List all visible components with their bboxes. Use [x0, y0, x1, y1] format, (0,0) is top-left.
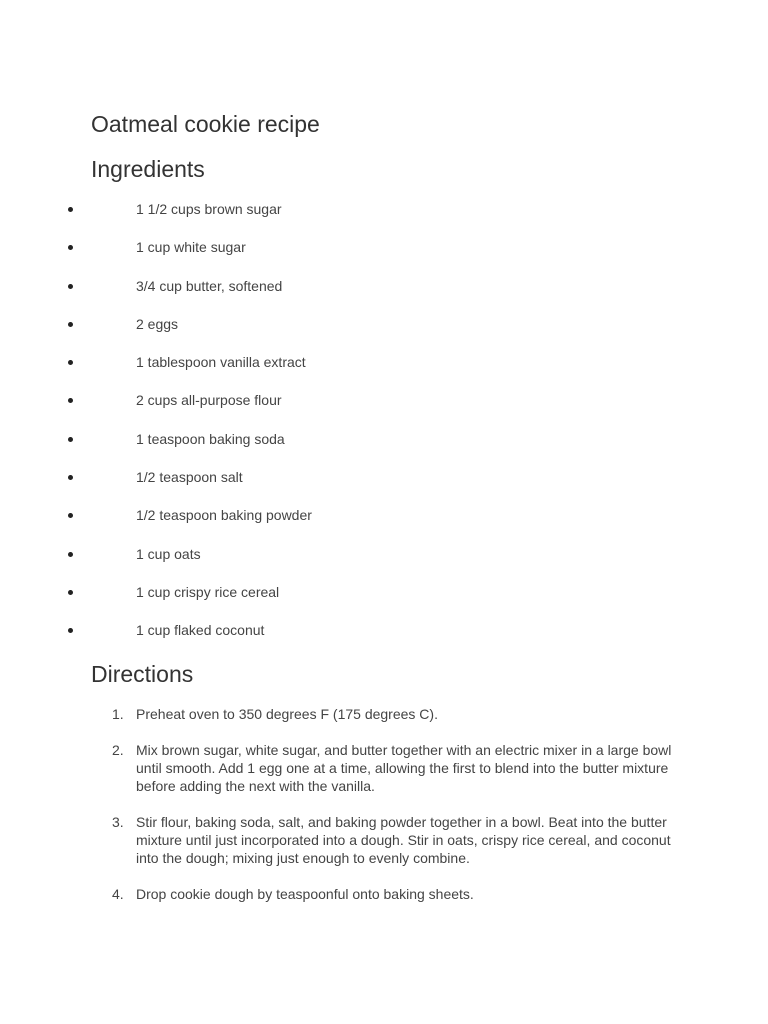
directions-list — [0, 705, 768, 921]
step-number: 1. — [112, 706, 124, 722]
bullet-icon — [68, 360, 73, 365]
ingredient-item — [0, 429, 700, 467]
bullet-icon — [68, 552, 73, 557]
bullet-icon — [68, 475, 73, 480]
ingredient-item — [0, 505, 700, 543]
ingredients-heading: Ingredients — [91, 156, 205, 182]
page-title: Oatmeal cookie recipe — [91, 111, 320, 137]
direction-step — [0, 885, 768, 903]
step-text: Drop cookie dough by teaspoonful onto baking sheets. — [136, 886, 474, 902]
ingredient-text: 1/2 teaspoon baking powder — [136, 507, 312, 524]
ingredient-text: 1 tablespoon vanilla extract — [136, 354, 306, 371]
ingredient-item — [0, 467, 700, 505]
ingredient-text: 1/2 teaspoon salt — [136, 469, 243, 486]
bullet-icon — [68, 513, 73, 518]
bullet-icon — [68, 590, 73, 595]
step-text: Mix brown sugar, white sugar, and butter together with an electric mixer in a large bowl until smooth. Add 1 egg one at a time, allowing the first to blend into the butter mixture before adding the next with the vanilla. — [136, 742, 672, 794]
ingredient-item — [0, 314, 700, 352]
bullet-icon — [68, 437, 73, 442]
ingredient-item — [0, 276, 700, 314]
ingredient-text: 2 eggs — [136, 315, 179, 332]
ingredient-text: 1 cup flaked coconut — [136, 622, 265, 639]
direction-step — [0, 741, 768, 795]
ingredient-item — [0, 544, 700, 582]
step-text: Stir flour, baking soda, salt, and baking powder together in a bowl. Beat into the butter mixture until just incorporated into a dough. Stir in oats, crispy rice cereal, and coconut into the dough; mixing just enough to evenly combine. — [136, 814, 671, 866]
step-number: 2. — [112, 742, 124, 758]
bullet-icon — [68, 245, 73, 250]
ingredient-text: 3/4 cup butter, softened — [136, 277, 283, 294]
bullet-icon — [68, 207, 73, 212]
bullet-icon — [68, 284, 73, 289]
bullet-icon — [68, 322, 73, 327]
ingredient-text: 1 teaspoon baking soda — [136, 430, 285, 447]
ingredient-text: 1 cup oats — [136, 545, 201, 562]
ingredient-item — [0, 620, 700, 658]
step-number: 4. — [112, 886, 124, 902]
directions-heading: Directions — [91, 661, 194, 687]
step-text: Preheat oven to 350 degrees F (175 degrees C). — [136, 706, 438, 722]
step-number: 3. — [112, 814, 124, 830]
ingredient-text: 2 cups all-purpose flour — [136, 392, 282, 409]
ingredient-text: 1 cup crispy rice cereal — [136, 583, 280, 600]
ingredient-text: 1 1/2 cups brown sugar — [136, 201, 282, 217]
ingredients-list — [0, 199, 700, 659]
ingredient-text: 1 cup white sugar — [136, 239, 246, 256]
ingredient-item — [0, 199, 700, 237]
ingredient-item — [0, 237, 700, 275]
ingredient-item — [0, 390, 700, 428]
ingredient-item — [0, 352, 700, 390]
direction-step — [0, 705, 768, 723]
bullet-icon — [68, 628, 73, 633]
ingredient-item — [0, 582, 700, 620]
direction-step — [0, 813, 768, 867]
bullet-icon — [68, 398, 73, 403]
